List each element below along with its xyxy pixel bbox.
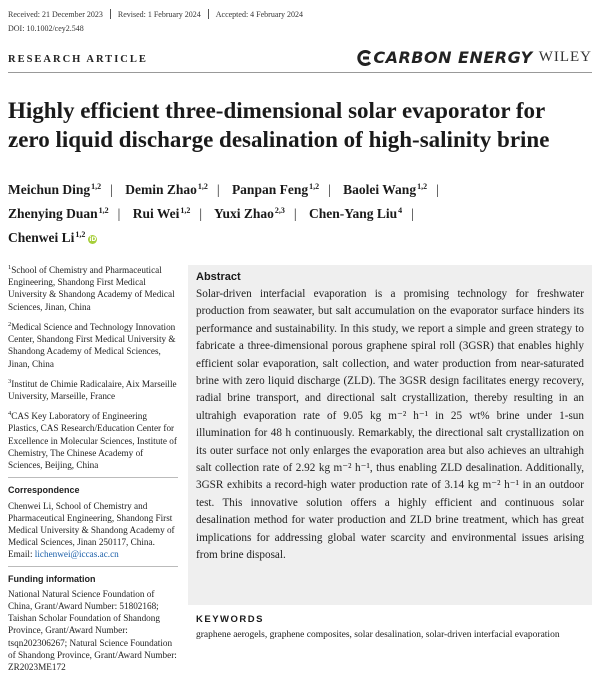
author[interactable]: Yuxi Zhao$^{2,3}$: [213, 206, 285, 221]
divider: [8, 566, 178, 567]
affiliation: $^1$School of Chemistry and Pharmaceutical Engineering, Shandong First Medical University & Shandong Academy of Medical Sciences, Jinan, China: [8, 264, 175, 312]
author[interactable]: Panpan Feng$^{1,2}$: [231, 182, 320, 197]
publisher-logo: WILEY: [538, 49, 592, 65]
carbon-energy-c-icon: [357, 50, 373, 66]
journal-brand: [357, 48, 592, 67]
article-dates: [8, 9, 303, 19]
affiliations-column: [8, 262, 178, 673]
author[interactable]: Meichun Ding$^{1,2}$: [8, 182, 102, 197]
author-list: Meichun Ding$^{1,2}$ | Demin Zhao$^{1,2}$ | Panpan Feng$^{1,2}$ | Baolei Wang$^{1,2}$ | Zhenying Duan$^{1,2}$ | Rui Wei$^{1,2}$ | Yuxi Zhao$^{2,3}$ | Chen-Yang Liu$^4$ | Chenwei Li$^{1,2}$iD: [8, 182, 439, 245]
keywords-text: graphene aerogels, graphene composites, solar desalination, solar-driven interfacial evaporation: [196, 630, 560, 640]
affiliation: $^2$Medical Science and Technology Innovation Center, Shandong First Medical University & Shandong Academy of Medical Sciences, Jinan, China: [8, 320, 176, 369]
divider: [8, 477, 178, 478]
funding-heading: Funding information: [8, 573, 96, 584]
carbon-energy-logo: [357, 48, 532, 67]
correspondence-text: Chenwei Li, School of Chemistry and Pharmaceutical Engineering, Shandong First Medical University & Shandong Academy of Medical Sciences, Jinan 250117, China. Email: lichenwei@iccas.ac.cn: [8, 500, 175, 560]
article-title: Highly efficient three-dimensional solar evaporator for zero liquid discharge desalination of high-salinity brine: [8, 98, 550, 152]
article-type: RESEARCH ARTICLE: [8, 54, 148, 65]
received-date: Received: 21 December 2023: [8, 10, 103, 19]
author[interactable]: Zhenying Duan$^{1,2}$: [8, 206, 109, 221]
author[interactable]: Demin Zhao$^{1,2}$: [125, 182, 208, 197]
accepted-date: Accepted: 4 February 2024: [215, 10, 304, 19]
doi[interactable]: DOI: 10.1002/cey2.548: [8, 24, 84, 33]
orcid-icon[interactable]: iD: [89, 236, 97, 243]
affiliation: $^3$Institut de Chimie Radicalaire, Aix Marseille University, Marseille, France: [8, 377, 177, 402]
author[interactable]: Rui Wei$^{1,2}$: [132, 206, 191, 221]
correspondence-heading: Correspondence: [8, 485, 80, 496]
header-divider: [8, 72, 592, 73]
keywords-section: [196, 614, 586, 641]
keywords-heading: KEYWORDS: [196, 614, 264, 625]
affiliation: $^4$CAS Key Laboratory of Engineering Plastics, CAS Research/Education Center for Excellence in Molecular Sciences, Institute of Chemistry, The Chinese Academy of Sciences, Beijing, China: [8, 410, 177, 471]
journal-name: CARBON ENERGY: [373, 48, 533, 67]
email-link[interactable]: lichenwei@iccas.ac.cn: [34, 549, 119, 560]
funding-text: National Natural Science Foundation of China, Grant/Award Number: 51802168; Taishan Scholar Foundation of Shandong Province, Grant/Award Number: tsqn202306267; Natural Science Foundation of Shandong Province, Grant/Award Number: ZR2023ME172: [8, 588, 177, 672]
author[interactable]: Chen-Yang Liu$^4$: [308, 206, 403, 221]
author[interactable]: Baolei Wang$^{1,2}$: [343, 182, 428, 197]
abstract-box: [188, 265, 592, 605]
corresponding-author[interactable]: Chenwei Li$^{1,2}$: [8, 230, 86, 245]
revised-date: Revised: 1 February 2024: [117, 10, 201, 19]
abstract-text: Solar-driven interfacial evaporation is a promising technology for freshwater production from seawater, but salt accumulation on the evaporator surface hinders its performance and sustainability. In this study, we report a simple and green strategy to fabricate a three-dimensional porous graphene spiral roll (3GSR) that enables highly efficient solar evaporation, salt collection, and water production from near-saturated brine with zero liquid discharge (ZLD). The 3GSR design facilitates energy recovery, radial brine transport, and directional salt crystallization, thereby resulting in an ultrahigh evaporation rate of 9.05 kg m⁻² h⁻¹ in 25 wt% brine under 1-sun illumination for 48 h continuously. Remarkably, the directional salt crystallization on its outer surface not only enlarges the evaporation area but also achieves an ultrahigh salt collection rate of 2.92 kg m⁻² h⁻¹, thus enabling ZLD desalination. Additionally, 3GSR exhibits a record-high water production rate of 3.14 kg m⁻² h⁻¹ in an outdoor test. This innovative solution offers a highly efficient and continuous solar desalination method for water production and ZLD brine treatment, which has great implications for addressing global water scarcity and environmental issues arising from brine disposal.: [196, 288, 584, 562]
abstract-heading: Abstract: [196, 271, 241, 283]
